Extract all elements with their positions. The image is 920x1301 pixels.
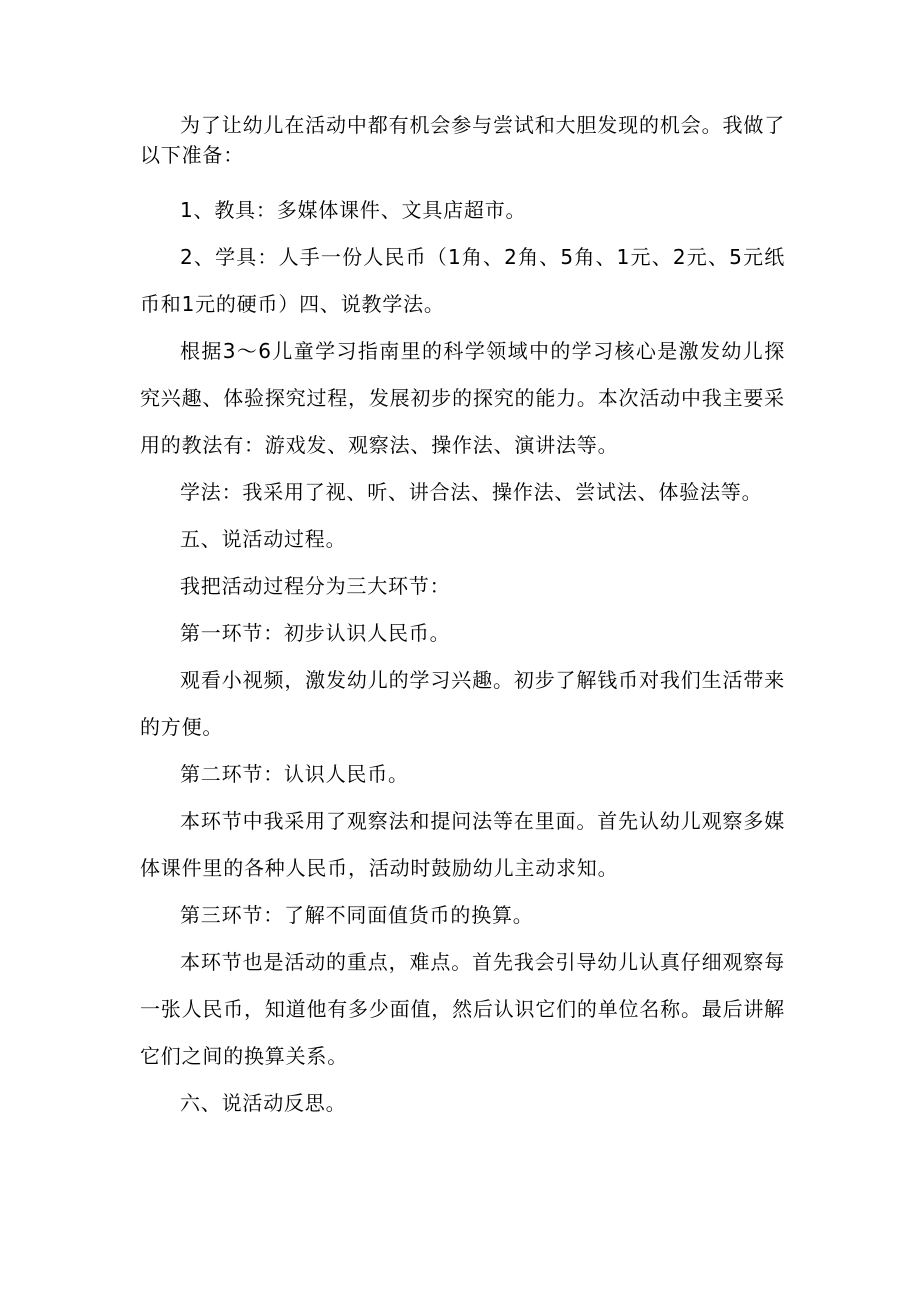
document-body bbox=[140, 110, 785, 1127]
paragraph-learning-aids: 2、学具：人手一份人民币（1角、2角、5角、1元、2元、5元纸币和1元的硬币）四、说教学法。 bbox=[140, 245, 785, 316]
paragraph-three-stages: 我把活动过程分为三大环节： bbox=[180, 574, 451, 598]
section-heading-activity-process: 五、说活动过程。 bbox=[180, 527, 347, 551]
stage-one-heading: 第一环节：初步认识人民币。 bbox=[180, 621, 451, 645]
stage-two-heading: 第二环节：认识人民币。 bbox=[180, 762, 409, 786]
section-heading-reflection: 六、说活动反思。 bbox=[180, 1091, 347, 1115]
paragraph-stage-one: 观看小视频，激发幼儿的学习兴趣。初步了解钱币对我们生活带来的方便。 bbox=[140, 668, 785, 739]
paragraph-teaching-methods: 根据3～6儿童学习指南里的科学领域中的学习核心是激发幼儿探究兴趣、体验探究过程，发展初步的探究的能力。本次活动中我主要采用的教法有：游戏发、观察法、操作法、演讲法等。 bbox=[140, 339, 785, 457]
stage-three-heading: 第三环节：了解不同面值货币的换算。 bbox=[180, 903, 534, 927]
paragraph-stage-two: 本环节中我采用了观察法和提问法等在里面。首先认幼儿观察多媒体课件里的各种人民币，活动时鼓励幼儿主动求知。 bbox=[140, 809, 785, 880]
paragraph-preparation-intro: 为了让幼儿在活动中都有机会参与尝试和大胆发现的机会。我做了以下准备： bbox=[140, 113, 785, 167]
paragraph-teaching-aids: 1、教具：多媒体课件、文具店超市。 bbox=[180, 198, 527, 222]
paragraph-stage-three: 本环节也是活动的重点，难点。首先我会引导幼儿认真仔细观察每一张人民币，知道他有多少面值，然后认识它们的单位名称。最后讲解它们之间的换算关系。 bbox=[140, 950, 785, 1068]
paragraph-learning-methods: 学法：我采用了视、听、讲合法、操作法、尝试法、体验法等。 bbox=[180, 480, 763, 504]
